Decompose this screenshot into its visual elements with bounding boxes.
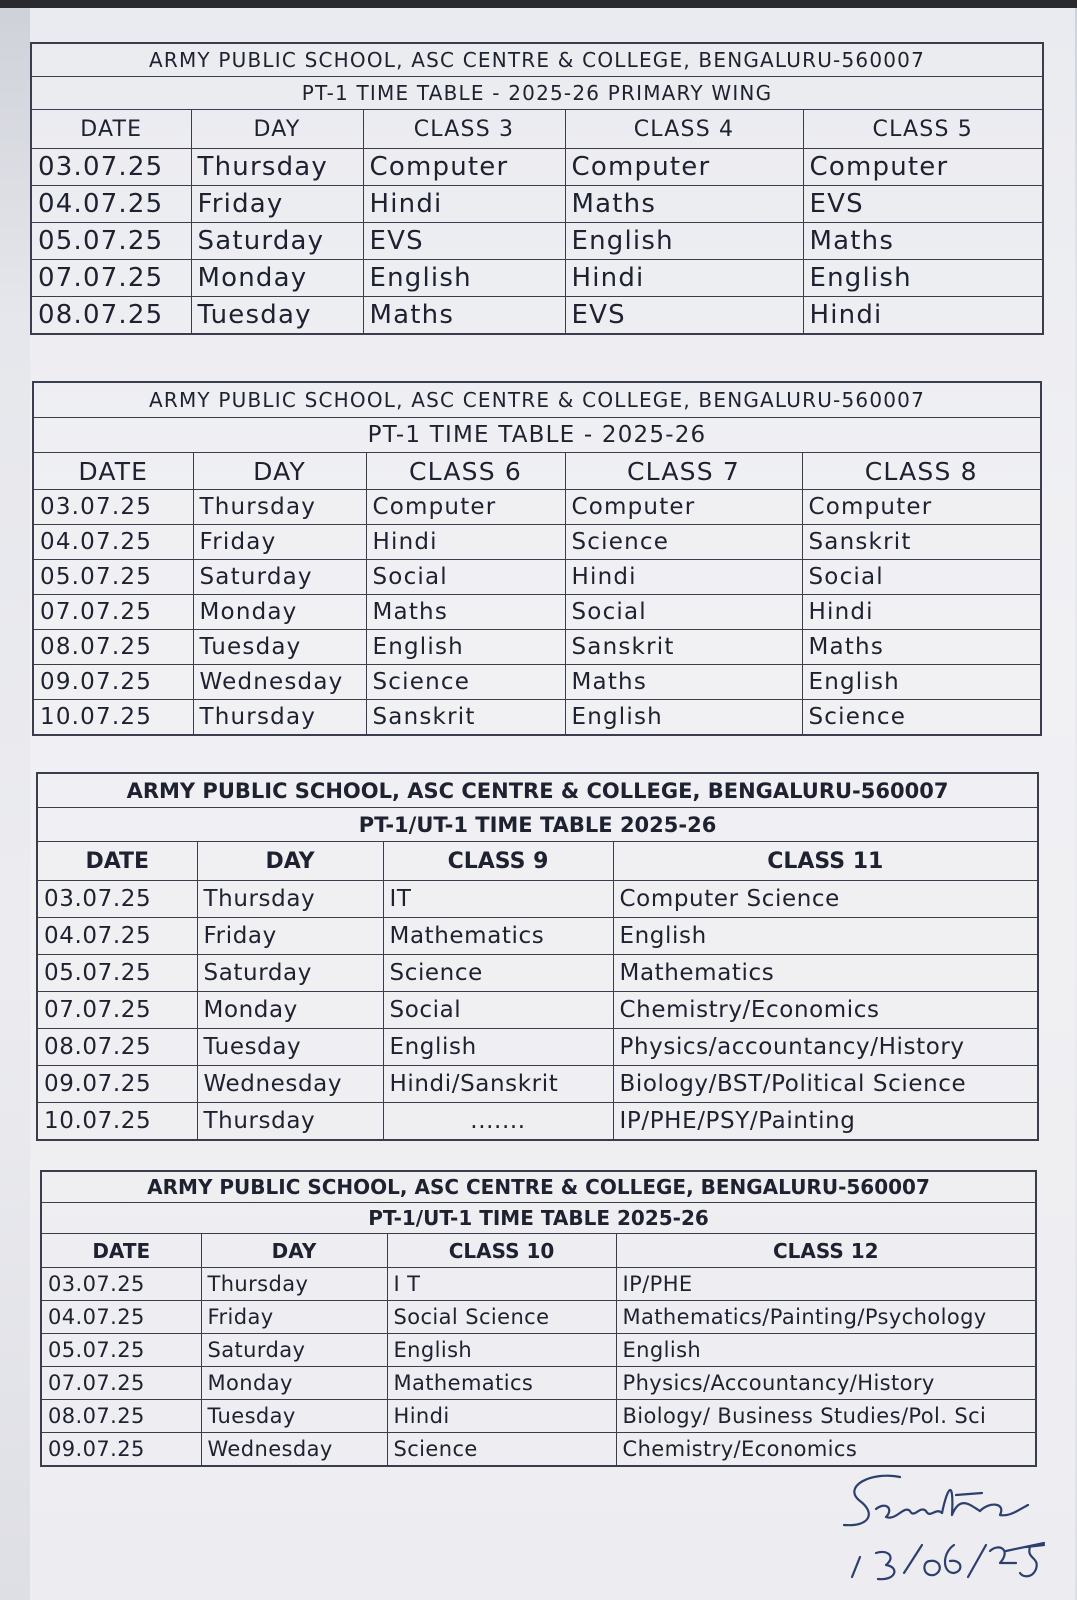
- header-date: DATE: [31, 110, 191, 149]
- timetable-classes-6-8: [32, 381, 1042, 736]
- date-cell: 03.07.25: [33, 490, 193, 525]
- day-cell: Saturday: [197, 955, 383, 992]
- day-cell: Thursday: [197, 1103, 383, 1141]
- date-cell: 05.07.25: [41, 1334, 201, 1367]
- subject-cell: Science: [366, 665, 565, 700]
- header-day: DAY: [197, 842, 383, 881]
- header-class-10: CLASS 10: [387, 1234, 616, 1268]
- subject-cell: Computer: [565, 149, 803, 186]
- subject-cell: Sanskrit: [802, 525, 1041, 560]
- header-class-6: CLASS 6: [366, 453, 565, 490]
- day-cell: Friday: [193, 525, 366, 560]
- timetable-subtitle: PT-1 TIME TABLE - 2025-26 PRIMARY WING: [31, 77, 1043, 110]
- table-row: [31, 260, 1043, 297]
- header-row: [33, 453, 1041, 490]
- subject-cell: Computer: [803, 149, 1043, 186]
- subject-cell: Science: [387, 1433, 616, 1467]
- table-row: [37, 992, 1038, 1029]
- header-class-3: CLASS 3: [363, 110, 565, 149]
- date-cell: 05.07.25: [37, 955, 197, 992]
- subject-cell: English: [363, 260, 565, 297]
- subject-cell: English: [565, 223, 803, 260]
- day-cell: Monday: [193, 595, 366, 630]
- table-row: [37, 955, 1038, 992]
- subject-cell: EVS: [363, 223, 565, 260]
- subject-cell: I T: [387, 1268, 616, 1301]
- table-row: [31, 223, 1043, 260]
- table-row: [33, 595, 1041, 630]
- subject-cell: Sanskrit: [366, 700, 565, 736]
- table-row: [31, 297, 1043, 335]
- subject-cell: Physics/Accountancy/History: [616, 1367, 1036, 1400]
- day-cell: Saturday: [191, 223, 363, 260]
- school-title: ARMY PUBLIC SCHOOL, ASC CENTRE & COLLEGE, BENGALURU-560007: [33, 382, 1041, 418]
- subject-cell: Social: [565, 595, 802, 630]
- subject-cell: English: [616, 1334, 1036, 1367]
- subject-cell: Chemistry/Economics: [613, 992, 1038, 1029]
- header-date: DATE: [37, 842, 197, 881]
- subject-cell: Maths: [802, 630, 1041, 665]
- table-row: [33, 630, 1041, 665]
- timetable-classes-10-12: [40, 1170, 1037, 1467]
- date-cell: 03.07.25: [31, 149, 191, 186]
- subject-cell: Maths: [565, 665, 802, 700]
- table-row: [31, 149, 1043, 186]
- subject-cell: Hindi: [565, 560, 802, 595]
- date-cell: 04.07.25: [37, 918, 197, 955]
- subject-cell: Hindi/Sanskrit: [383, 1066, 613, 1103]
- date-cell: 07.07.25: [31, 260, 191, 297]
- subject-cell: English: [387, 1334, 616, 1367]
- timetable-subtitle: PT-1/UT-1 TIME TABLE 2025-26: [41, 1203, 1036, 1234]
- day-cell: Tuesday: [197, 1029, 383, 1066]
- table-row: [33, 490, 1041, 525]
- subject-cell: Maths: [363, 297, 565, 335]
- subject-cell: Maths: [565, 186, 803, 223]
- date-cell: 03.07.25: [41, 1268, 201, 1301]
- subject-cell: Biology/ Business Studies/Pol. Sci: [616, 1400, 1036, 1433]
- table-row: [31, 186, 1043, 223]
- date-cell: 08.07.25: [37, 1029, 197, 1066]
- subject-cell: English: [366, 630, 565, 665]
- date-cell: 10.07.25: [33, 700, 193, 736]
- timetable-subtitle: PT-1 TIME TABLE - 2025-26: [33, 418, 1041, 453]
- subject-cell: English: [613, 918, 1038, 955]
- day-cell: Saturday: [193, 560, 366, 595]
- subject-cell: Science: [565, 525, 802, 560]
- subject-cell: Hindi: [363, 186, 565, 223]
- subject-cell: EVS: [565, 297, 803, 335]
- handwritten-signature: [830, 1465, 1050, 1595]
- subject-cell: Mathematics: [613, 955, 1038, 992]
- subject-cell: Mathematics: [383, 918, 613, 955]
- date-cell: 07.07.25: [37, 992, 197, 1029]
- timetable-classes-9-11: [36, 772, 1039, 1141]
- day-cell: Thursday: [193, 490, 366, 525]
- date-cell: 04.07.25: [31, 186, 191, 223]
- table-row: [41, 1367, 1036, 1400]
- header-row: [37, 842, 1038, 881]
- subject-cell: Computer: [565, 490, 802, 525]
- subject-cell: Hindi: [366, 525, 565, 560]
- day-cell: Tuesday: [193, 630, 366, 665]
- date-cell: 09.07.25: [33, 665, 193, 700]
- header-class-11: CLASS 11: [613, 842, 1038, 881]
- subject-cell: Science: [802, 700, 1041, 736]
- date-cell: 07.07.25: [33, 595, 193, 630]
- date-cell: 04.07.25: [33, 525, 193, 560]
- table-row: [37, 1029, 1038, 1066]
- subject-cell: IT: [383, 881, 613, 918]
- subject-cell: Social: [366, 560, 565, 595]
- table-row: [41, 1433, 1036, 1467]
- day-cell: Monday: [197, 992, 383, 1029]
- header-row: [41, 1234, 1036, 1268]
- day-cell: Thursday: [191, 149, 363, 186]
- day-cell: Friday: [201, 1301, 387, 1334]
- date-cell: 10.07.25: [37, 1103, 197, 1141]
- subject-cell: Hindi: [802, 595, 1041, 630]
- day-cell: Monday: [191, 260, 363, 297]
- header-class-12: CLASS 12: [616, 1234, 1036, 1268]
- school-title: ARMY PUBLIC SCHOOL, ASC CENTRE & COLLEGE, BENGALURU-560007: [31, 43, 1043, 77]
- table-row: [33, 665, 1041, 700]
- subject-cell: Science: [383, 955, 613, 992]
- header-class-9: CLASS 9: [383, 842, 613, 881]
- header-class-5: CLASS 5: [803, 110, 1043, 149]
- date-cell: 08.07.25: [31, 297, 191, 335]
- header-day: DAY: [201, 1234, 387, 1268]
- header-row: [31, 110, 1043, 149]
- subject-cell: Computer: [366, 490, 565, 525]
- header-day: DAY: [193, 453, 366, 490]
- table-row: [33, 700, 1041, 736]
- date-cell: 03.07.25: [37, 881, 197, 918]
- header-class-7: CLASS 7: [565, 453, 802, 490]
- school-title: ARMY PUBLIC SCHOOL, ASC CENTRE & COLLEGE, BENGALURU-560007: [37, 773, 1038, 808]
- header-date: DATE: [41, 1234, 201, 1268]
- subject-cell: Chemistry/Economics: [616, 1433, 1036, 1467]
- subject-cell: Physics/accountancy/History: [613, 1029, 1038, 1066]
- table-row: [33, 560, 1041, 595]
- subject-cell: Mathematics/Painting/Psychology: [616, 1301, 1036, 1334]
- subject-cell: EVS: [803, 186, 1043, 223]
- date-cell: 09.07.25: [37, 1066, 197, 1103]
- day-cell: Thursday: [197, 881, 383, 918]
- date-cell: 09.07.25: [41, 1433, 201, 1467]
- day-cell: Monday: [201, 1367, 387, 1400]
- subject-cell: Sanskrit: [565, 630, 802, 665]
- header-class-8: CLASS 8: [802, 453, 1041, 490]
- day-cell: Saturday: [201, 1334, 387, 1367]
- subject-cell: Hindi: [803, 297, 1043, 335]
- date-cell: 04.07.25: [41, 1301, 201, 1334]
- timetable-subtitle: PT-1/UT-1 TIME TABLE 2025-26: [37, 808, 1038, 842]
- table-row: [37, 1066, 1038, 1103]
- table-row: [41, 1268, 1036, 1301]
- subject-cell: Maths: [803, 223, 1043, 260]
- subject-cell: English: [803, 260, 1043, 297]
- subject-cell: Maths: [366, 595, 565, 630]
- timetable-primary-wing: [30, 42, 1044, 335]
- day-cell: Tuesday: [191, 297, 363, 335]
- day-cell: Wednesday: [193, 665, 366, 700]
- header-date: DATE: [33, 453, 193, 490]
- subject-cell: English: [565, 700, 802, 736]
- date-cell: 05.07.25: [33, 560, 193, 595]
- table-row: [41, 1334, 1036, 1367]
- school-title: ARMY PUBLIC SCHOOL, ASC CENTRE & COLLEGE, BENGALURU-560007: [41, 1171, 1036, 1203]
- subject-cell: Mathematics: [387, 1367, 616, 1400]
- table-row: [41, 1400, 1036, 1433]
- table-row: [41, 1301, 1036, 1334]
- subject-cell: IP/PHE: [616, 1268, 1036, 1301]
- subject-cell: English: [802, 665, 1041, 700]
- subject-cell: Computer Science: [613, 881, 1038, 918]
- day-cell: Thursday: [201, 1268, 387, 1301]
- subject-cell: Biology/BST/Political Science: [613, 1066, 1038, 1103]
- table-row: [37, 918, 1038, 955]
- table-row: [37, 881, 1038, 918]
- subject-cell: English: [383, 1029, 613, 1066]
- day-cell: Thursday: [193, 700, 366, 736]
- subject-cell: Social: [383, 992, 613, 1029]
- day-cell: Friday: [191, 186, 363, 223]
- date-cell: 07.07.25: [41, 1367, 201, 1400]
- header-day: DAY: [191, 110, 363, 149]
- date-cell: 05.07.25: [31, 223, 191, 260]
- subject-cell: IP/PHE/PSY/Painting: [613, 1103, 1038, 1141]
- subject-cell: Computer: [802, 490, 1041, 525]
- date-cell: 08.07.25: [33, 630, 193, 665]
- subject-cell: .......: [383, 1103, 613, 1141]
- subject-cell: Hindi: [565, 260, 803, 297]
- day-cell: Tuesday: [201, 1400, 387, 1433]
- table-row: [37, 1103, 1038, 1141]
- day-cell: Wednesday: [197, 1066, 383, 1103]
- subject-cell: Social: [802, 560, 1041, 595]
- photo-top-edge: [0, 0, 1077, 8]
- subject-cell: Social Science: [387, 1301, 616, 1334]
- day-cell: Wednesday: [201, 1433, 387, 1467]
- day-cell: Friday: [197, 918, 383, 955]
- table-row: [33, 525, 1041, 560]
- subject-cell: Computer: [363, 149, 565, 186]
- header-class-4: CLASS 4: [565, 110, 803, 149]
- subject-cell: Hindi: [387, 1400, 616, 1433]
- date-cell: 08.07.25: [41, 1400, 201, 1433]
